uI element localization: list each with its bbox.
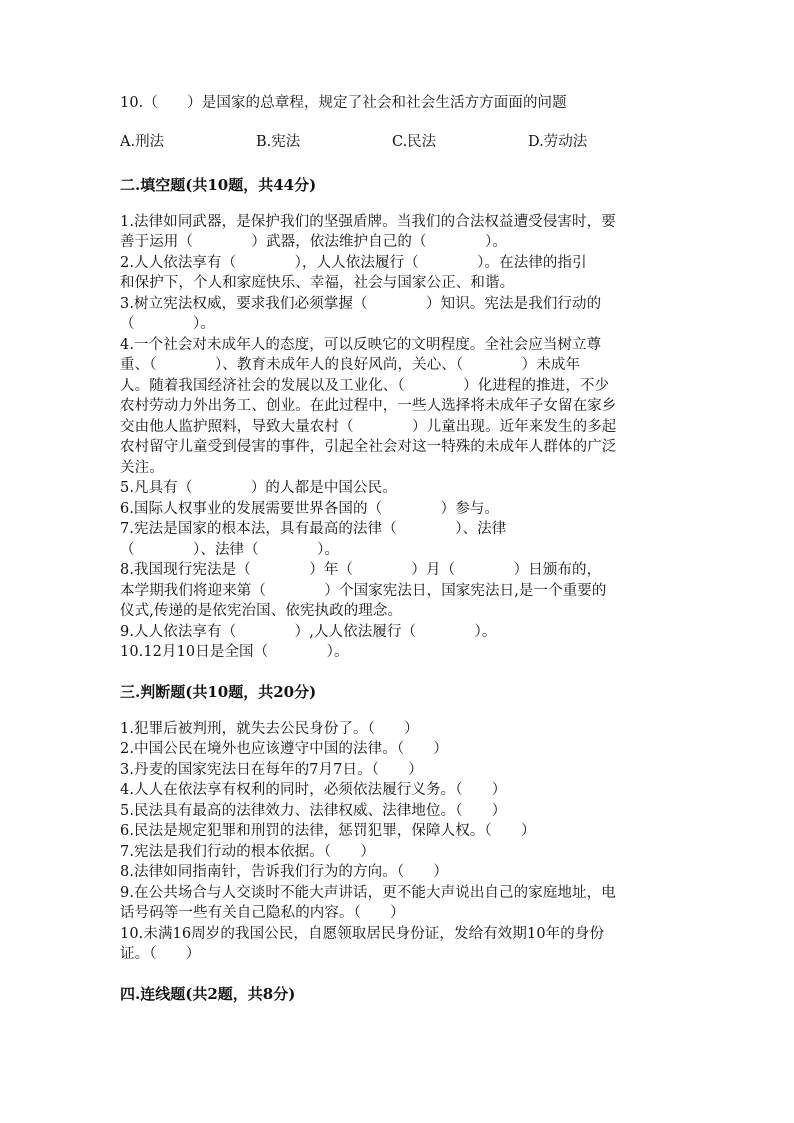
question-10-options [120,132,680,152]
question-line: 3.丹麦的国家宪法日在每年的7月7日。（ ） [120,761,423,778]
question-line: 6.国际人权事业的发展需要世界各国的（ ）参与。 [120,500,500,517]
question-line: 6.民法是规定犯罪和刑罚的法律，惩罚犯罪，保障人权。（ ） [120,823,536,839]
question-line: 善于运用（ ）武器，依法维护自己的（ ）。 [120,234,507,250]
question-line: （ ）、法律（ ）。 [120,541,340,558]
question-line: 和保护下，个人和家庭快乐、幸福，社会与国家公正、和谐。 [120,275,515,291]
question-line: 本学期我们将迎来第（ ）个国家宪法日，国家宪法日,是一个重要的 [120,582,607,599]
question-line: 交由他人监护照料，导致大量农村（ ）儿童出现。近年来发生的多起 [120,418,617,435]
option-c: C.民法 [392,133,437,150]
fill-blank-questions [120,212,680,663]
page-content [120,93,680,1021]
question-line: 仪式,传递的是依宪治国、依宪执政的理念。 [120,603,403,619]
question-line: 9.人人依法享有（ ）,人人依法履行（ ）。 [120,623,497,640]
question-line: 2.中国公民在境外也应该遵守中国的法律。（ ） [120,741,448,757]
option-a: A.刑法 [120,133,165,150]
question-line: 5.民法具有最高的法律效力、法律权威、法律地位。（ ） [120,802,507,819]
question-line: 4.人人在依法享有权利的同时，必须依法履行义务。（ ） [120,782,507,798]
question-line: 话号码等一些有关自己隐私的内容。（ ） [120,905,405,921]
question-line: 7.宪法是我们行动的根本依据。（ ） [120,843,375,860]
question-line: 9.在公共场合与人交谈时不能大声讲话，更不能大声说出自己的家庭地址，电 [120,884,616,901]
question-line: 1.法律如同武器，是保护我们的坚强盾牌。当我们的合法权益遭受侵害时，要 [120,213,616,230]
question-line: 8.我国现行宪法是（ ）年（ ）月（ ）日颁布的， [120,562,602,578]
question-line: 10.未满16周岁的我国公民，自愿领取居民身份证，发给有效期10年的身份 [120,925,605,942]
question-line: 8.法律如同指南针，告诉我们行为的方向。（ ） [120,864,448,880]
question-line: 农村劳动力外出务工、创业。在此过程中，一些人选择将未成年子女留在家乡 [120,398,617,414]
section-heading-fill-blank: 二.填空题(共10题，共44分) [120,175,317,194]
option-b: B.宪法 [256,133,301,150]
question-line: 关注。 [120,459,164,476]
question-line: 农村留守儿童受到侵害的事件，引起全社会对这一特殊的未成年人群体的广泛 [120,439,617,455]
question-line: 10.12月10日是全国（ ）。 [120,644,349,660]
question-line: （ ）。 [120,316,215,332]
section-heading-true-false: 三.判断题(共10题，共20分) [120,682,317,701]
question-line: 证。（ ） [120,946,201,962]
question-line: 7.宪法是国家的根本法，具有最高的法律（ ）、法律 [120,521,507,537]
question-line: 5.凡具有（ ）的人都是中国公民。 [120,480,397,496]
question-line: 3.树立宪法权威，要求我们必须掌握（ ）知识。宪法是我们行动的 [120,295,602,312]
question-line: 人。随着我国经济社会的发展以及工业化、（ ）化进程的推进，不少 [120,377,610,394]
question-line: 4.一个社会对未成年人的态度，可以反映它的文明程度。全社会应当树立尊 [120,336,602,353]
question-line: 2.人人依法享有（ ），人人依法履行（ ）。在法律的指引 [120,254,587,271]
question-line: 重、（ ）、教育未成年人的良好风尚，关心、（ ）未成年 [120,357,581,373]
option-d: D.劳动法 [528,133,588,150]
question-10: 10.（ ）是国家的总章程，规定了社会和社会生活方方面面的问题 [120,95,567,111]
true-false-questions [120,719,680,965]
section-heading-matching: 四.连线题(共2题，共8分) [120,984,296,1003]
question-line: 1.犯罪后被判刑，就失去公民身份了。（ ） [120,720,419,737]
